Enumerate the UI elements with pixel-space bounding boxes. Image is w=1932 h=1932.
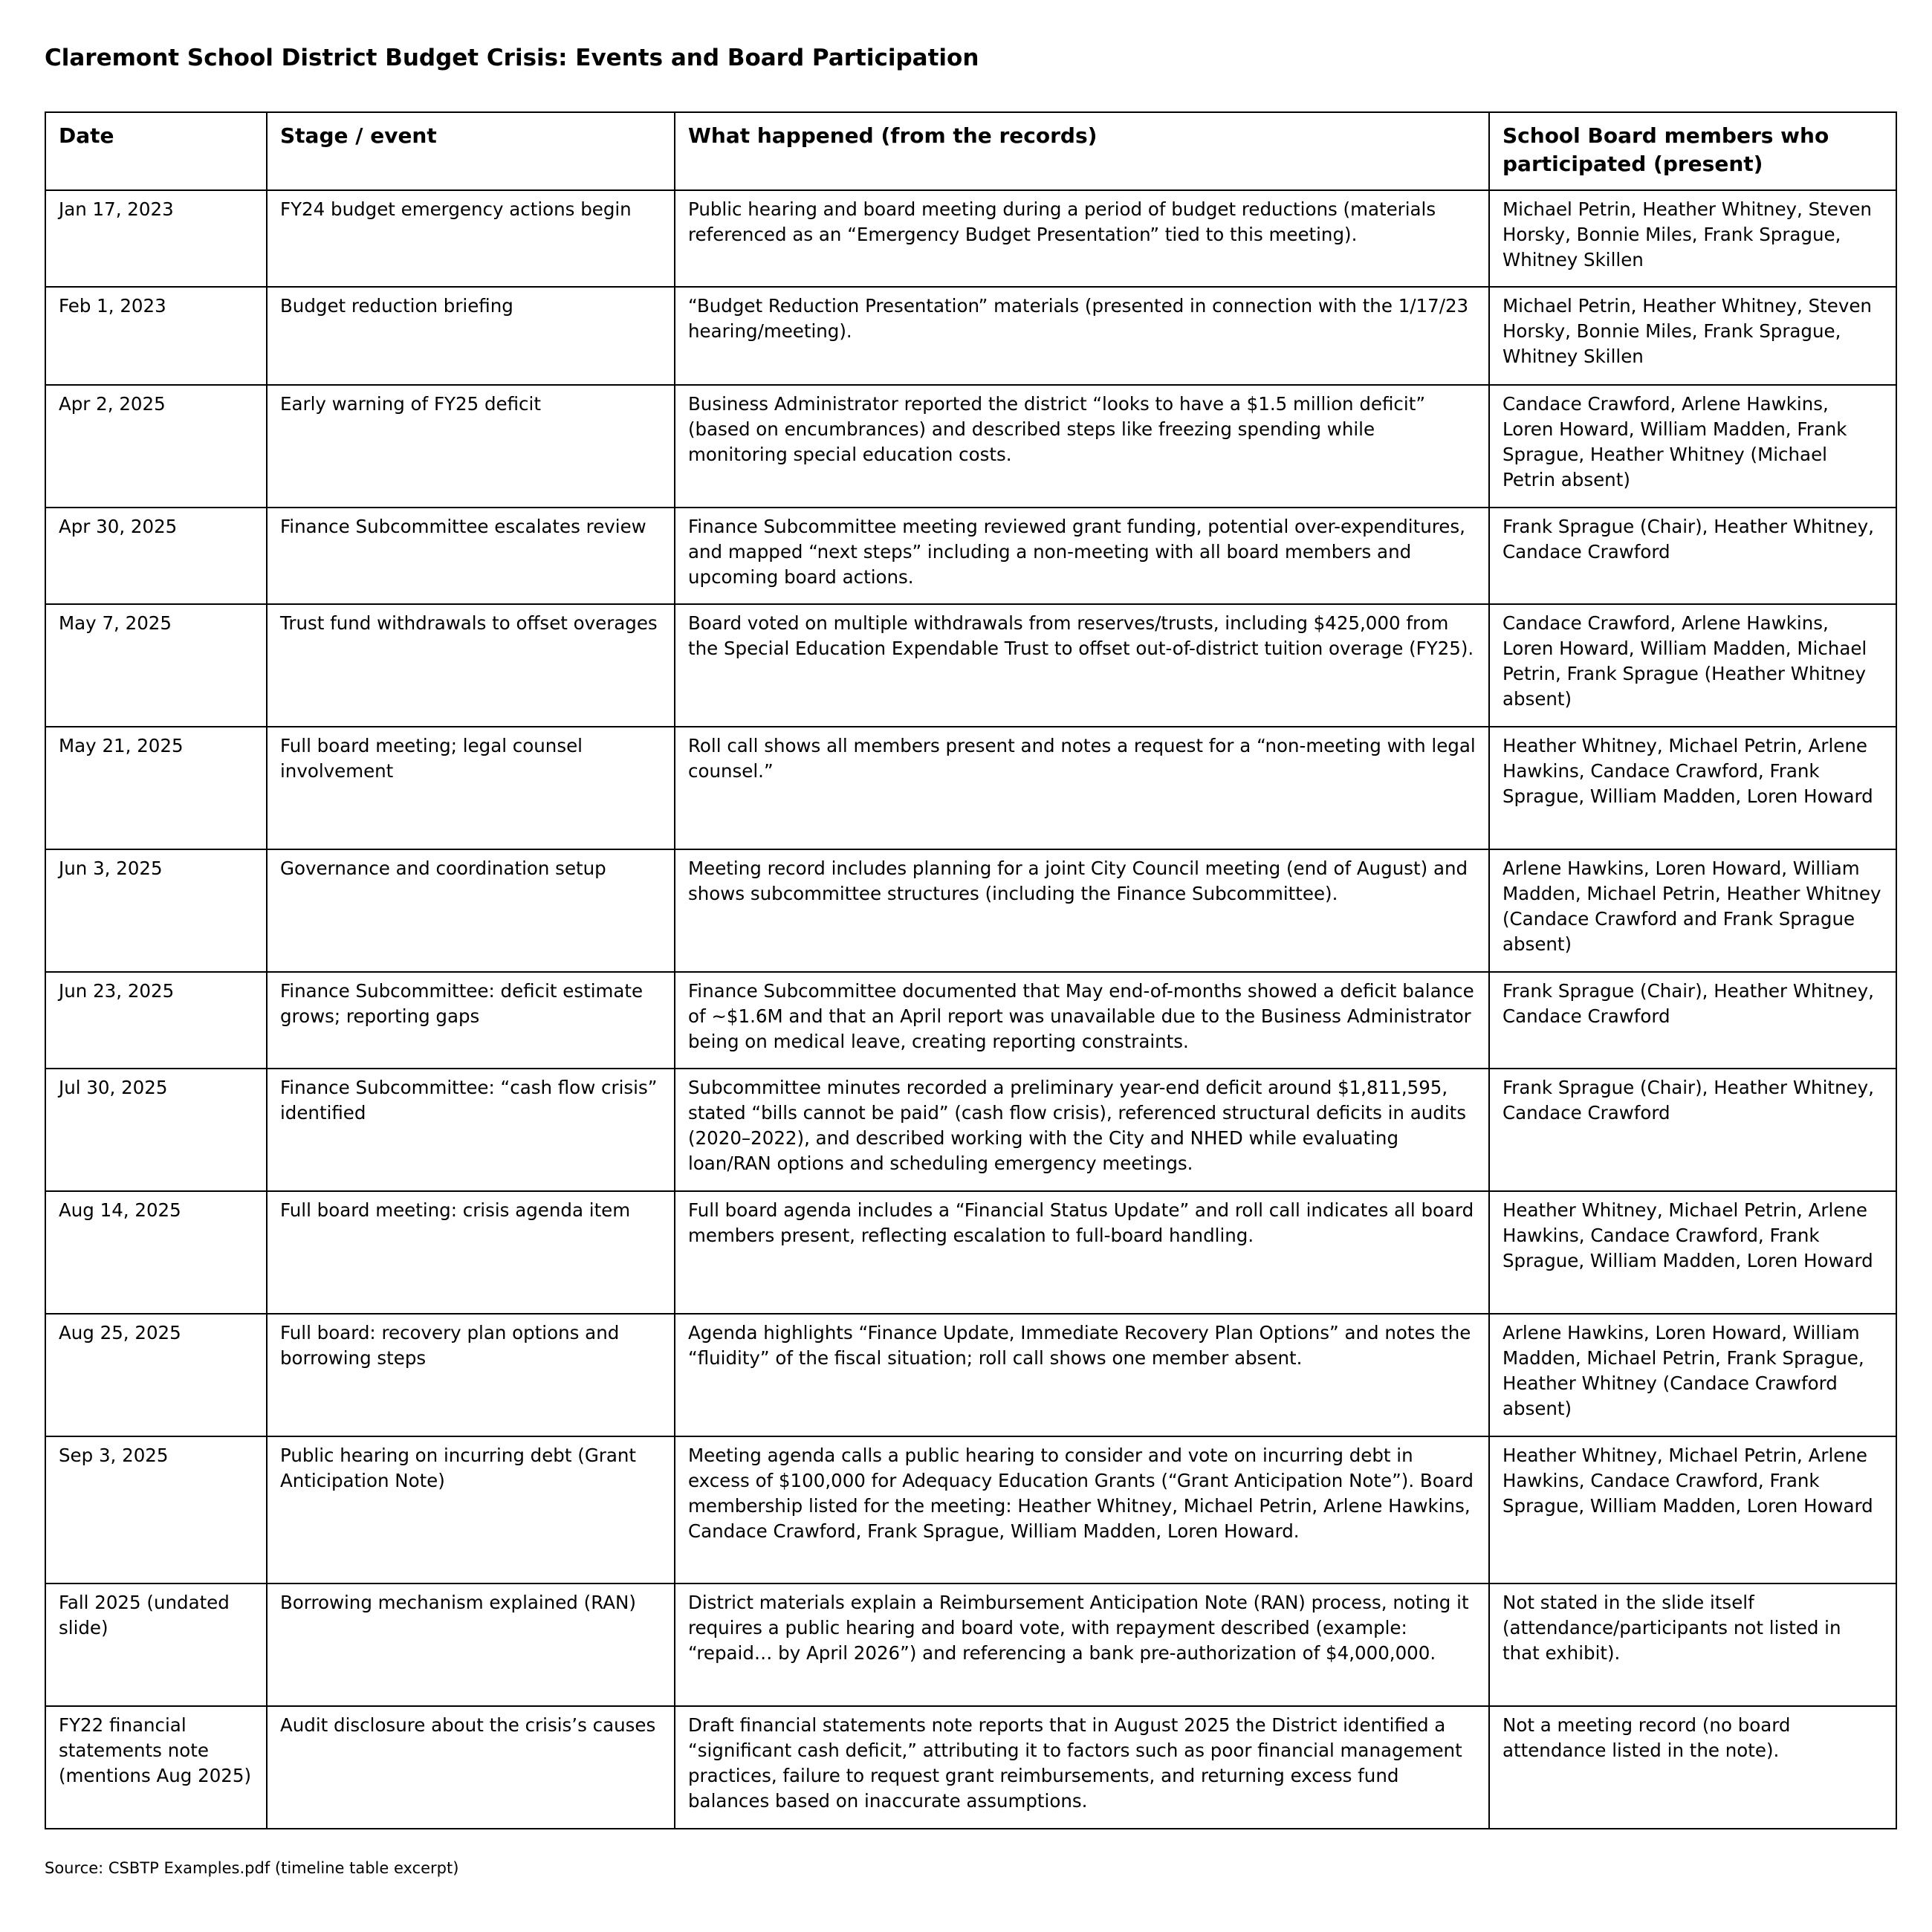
members-cell: Heather Whitney, Michael Petrin, Arlene Hawkins, Candace Crawford, Frank Sprague, William Madden, Loren Howard xyxy=(1489,727,1896,849)
date-cell: Feb 1, 2023 xyxy=(45,287,267,385)
date-cell: Jul 30, 2025 xyxy=(45,1069,267,1191)
members-cell: Arlene Hawkins, Loren Howard, William Madden, Michael Petrin, Heather Whitney (Candace Crawford and Frank Sprague absent) xyxy=(1489,849,1896,972)
table-row xyxy=(45,972,1896,1069)
members-cell: Heather Whitney, Michael Petrin, Arlene Hawkins, Candace Crawford, Frank Sprague, William Madden, Loren Howard xyxy=(1489,1436,1896,1583)
date-cell: Jun 3, 2025 xyxy=(45,849,267,972)
stage-cell: Audit disclosure about the crisis’s causes xyxy=(267,1706,675,1829)
date-cell: May 21, 2025 xyxy=(45,727,267,849)
column-header-members: School Board members who participated (present) xyxy=(1489,112,1896,190)
column-header-date: Date xyxy=(45,112,267,190)
source-note: Source: CSBTP Examples.pdf (timeline table excerpt) xyxy=(45,1859,459,1877)
table-row xyxy=(45,727,1896,849)
what-happened-cell: District materials explain a Reimbursement Anticipation Note (RAN) process, noting it requires a public hearing and board vote, with repayment described (example: “repaid… by April 2026”) and referencing a bank pre-authorization of $4,000,000. xyxy=(675,1583,1489,1706)
what-happened-cell: Agenda highlights “Finance Update, Immediate Recovery Plan Options” and notes the “fluidity” of the fiscal situation; roll call shows one member absent. xyxy=(675,1314,1489,1436)
date-cell: Jun 23, 2025 xyxy=(45,972,267,1069)
date-cell: Apr 2, 2025 xyxy=(45,385,267,508)
what-happened-cell: Finance Subcommittee documented that May end-of-months showed a deficit balance of ~$1.6M and that an April report was unavailable due to the Business Administrator being on medical leave, creating reporting constraints. xyxy=(675,972,1489,1069)
members-cell: Not stated in the slide itself (attendance/participants not listed in that exhibit). xyxy=(1489,1583,1896,1706)
what-happened-cell: Board voted on multiple withdrawals from reserves/trusts, including $425,000 from the Special Education Expendable Trust to offset out-of-district tuition overage (FY25). xyxy=(675,604,1489,727)
column-header-what-happened: What happened (from the records) xyxy=(675,112,1489,190)
what-happened-cell: Meeting agenda calls a public hearing to consider and vote on incurring debt in excess of $100,000 for Adequacy Education Grants (“Grant Anticipation Note”). Board membership listed for the meeting: Heather Whitney, Michael Petrin, Arlene Hawkins, Candace Crawford, Frank Sprague, William Madden, Loren Howard. xyxy=(675,1436,1489,1583)
date-cell: Aug 14, 2025 xyxy=(45,1191,267,1314)
table-row xyxy=(45,604,1896,727)
timeline-table xyxy=(45,111,1897,1829)
table-row xyxy=(45,1436,1896,1583)
stage-cell: Trust fund withdrawals to offset overages xyxy=(267,604,675,727)
stage-cell: Full board: recovery plan options and borrowing steps xyxy=(267,1314,675,1436)
members-cell: Heather Whitney, Michael Petrin, Arlene Hawkins, Candace Crawford, Frank Sprague, William Madden, Loren Howard xyxy=(1489,1191,1896,1314)
stage-cell: FY24 budget emergency actions begin xyxy=(267,190,675,287)
members-cell: Candace Crawford, Arlene Hawkins, Loren Howard, William Madden, Michael Petrin, Frank Sprague (Heather Whitney absent) xyxy=(1489,604,1896,727)
what-happened-cell: “Budget Reduction Presentation” materials (presented in connection with the 1/17/23 hearing/meeting). xyxy=(675,287,1489,385)
stage-cell: Public hearing on incurring debt (Grant Anticipation Note) xyxy=(267,1436,675,1583)
members-cell: Frank Sprague (Chair), Heather Whitney, Candace Crawford xyxy=(1489,972,1896,1069)
table-row xyxy=(45,1706,1896,1829)
table-row xyxy=(45,1069,1896,1191)
what-happened-cell: Business Administrator reported the district “looks to have a $1.5 million deficit” (based on encumbrances) and described steps like freezing spending while monitoring special education costs. xyxy=(675,385,1489,508)
table-row xyxy=(45,1583,1896,1706)
what-happened-cell: Finance Subcommittee meeting reviewed grant funding, potential over-expenditures, and mapped “next steps” including a non-meeting with all board members and upcoming board actions. xyxy=(675,508,1489,604)
what-happened-cell: Full board agenda includes a “Financial Status Update” and roll call indicates all board members present, reflecting escalation to full-board handling. xyxy=(675,1191,1489,1314)
stage-cell: Finance Subcommittee escalates review xyxy=(267,508,675,604)
stage-cell: Full board meeting: crisis agenda item xyxy=(267,1191,675,1314)
members-cell: Michael Petrin, Heather Whitney, Steven Horsky, Bonnie Miles, Frank Sprague, Whitney Skillen xyxy=(1489,287,1896,385)
stage-cell: Early warning of FY25 deficit xyxy=(267,385,675,508)
table-header-row xyxy=(45,112,1896,190)
what-happened-cell: Meeting record includes planning for a joint City Council meeting (end of August) and shows subcommittee structures (including the Finance Subcommittee). xyxy=(675,849,1489,972)
date-cell: FY22 financial statements note (mentions Aug 2025) xyxy=(45,1706,267,1829)
date-cell: Sep 3, 2025 xyxy=(45,1436,267,1583)
table-row xyxy=(45,385,1896,508)
stage-cell: Finance Subcommittee: “cash flow crisis” identified xyxy=(267,1069,675,1191)
table-row xyxy=(45,508,1896,604)
members-cell: Michael Petrin, Heather Whitney, Steven Horsky, Bonnie Miles, Frank Sprague, Whitney Skillen xyxy=(1489,190,1896,287)
what-happened-cell: Roll call shows all members present and notes a request for a “non-meeting with legal counsel.” xyxy=(675,727,1489,849)
stage-cell: Governance and coordination setup xyxy=(267,849,675,972)
members-cell: Frank Sprague (Chair), Heather Whitney, Candace Crawford xyxy=(1489,508,1896,604)
page-title: Claremont School District Budget Crisis: Events and Board Participation xyxy=(45,45,979,71)
members-cell: Not a meeting record (no board attendance listed in the note). xyxy=(1489,1706,1896,1829)
table-row xyxy=(45,1314,1896,1436)
table-row xyxy=(45,287,1896,385)
date-cell: Fall 2025 (undated slide) xyxy=(45,1583,267,1706)
date-cell: May 7, 2025 xyxy=(45,604,267,727)
column-header-stage: Stage / event xyxy=(267,112,675,190)
table-row xyxy=(45,1191,1896,1314)
date-cell: Jan 17, 2023 xyxy=(45,190,267,287)
what-happened-cell: Draft financial statements note reports that in August 2025 the District identified a “significant cash deficit,” attributing it to factors such as poor financial management practices, failure to request grant reimbursements, and returning excess fund balances based on inaccurate assumptions. xyxy=(675,1706,1489,1829)
what-happened-cell: Subcommittee minutes recorded a preliminary year-end deficit around $1,811,595, stated “bills cannot be paid” (cash flow crisis), referenced structural deficits in audits (2020–2022), and described working with the City and NHED while evaluating loan/RAN options and scheduling emergency meetings. xyxy=(675,1069,1489,1191)
stage-cell: Budget reduction briefing xyxy=(267,287,675,385)
date-cell: Aug 25, 2025 xyxy=(45,1314,267,1436)
table-row xyxy=(45,849,1896,972)
date-cell: Apr 30, 2025 xyxy=(45,508,267,604)
what-happened-cell: Public hearing and board meeting during a period of budget reductions (materials referenced as an “Emergency Budget Presentation” tied to this meeting). xyxy=(675,190,1489,287)
stage-cell: Borrowing mechanism explained (RAN) xyxy=(267,1583,675,1706)
stage-cell: Finance Subcommittee: deficit estimate grows; reporting gaps xyxy=(267,972,675,1069)
members-cell: Frank Sprague (Chair), Heather Whitney, Candace Crawford xyxy=(1489,1069,1896,1191)
stage-cell: Full board meeting; legal counsel involvement xyxy=(267,727,675,849)
table-row xyxy=(45,190,1896,287)
members-cell: Candace Crawford, Arlene Hawkins, Loren Howard, William Madden, Frank Sprague, Heather Whitney (Michael Petrin absent) xyxy=(1489,385,1896,508)
members-cell: Arlene Hawkins, Loren Howard, William Madden, Michael Petrin, Frank Sprague, Heather Whitney (Candace Crawford absent) xyxy=(1489,1314,1896,1436)
